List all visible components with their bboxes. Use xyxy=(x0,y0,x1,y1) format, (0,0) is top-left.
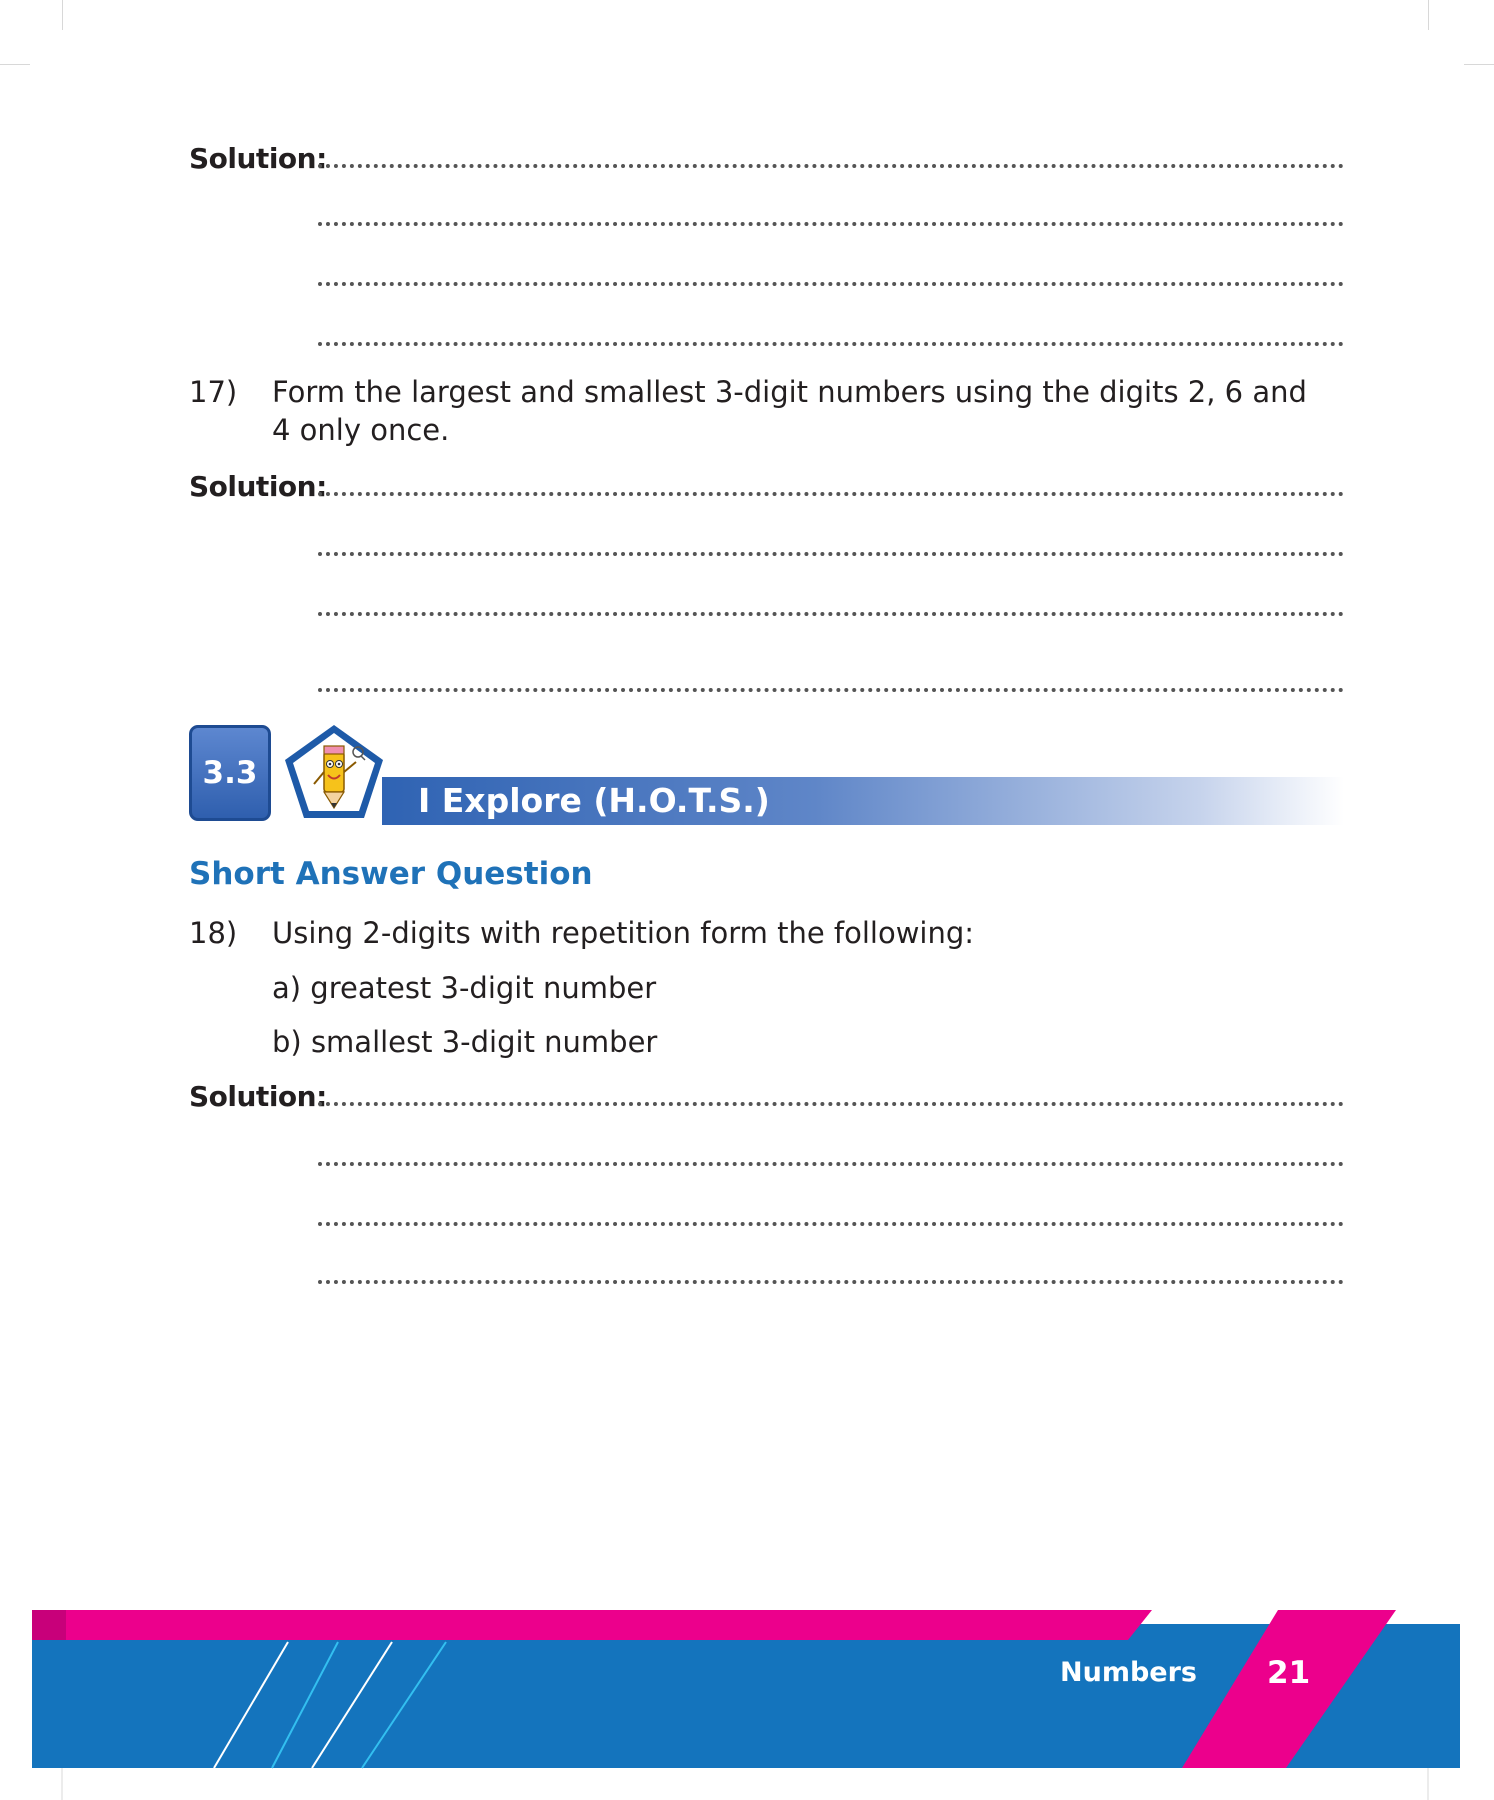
crop-mark xyxy=(1428,0,1429,30)
question-text: Form the largest and smallest 3-digit numbers using the digits 2, 6 and 4 only once. xyxy=(272,375,1307,447)
section-heading: Short Answer Question xyxy=(189,856,593,892)
crop-mark xyxy=(0,64,30,65)
solution-label: Solution: xyxy=(189,470,327,503)
answer-line xyxy=(318,688,1344,692)
page-number: 21 xyxy=(1267,1655,1311,1691)
footer-banner xyxy=(0,1600,1494,1800)
question-number: 18) xyxy=(189,916,238,950)
question-part-a: a) greatest 3-digit number xyxy=(272,971,657,1005)
section-number-badge: 3.3 xyxy=(189,725,271,821)
answer-line xyxy=(318,1162,1344,1166)
question-text: Using 2-digits with repetition form the following: xyxy=(272,916,975,950)
solution-label: Solution: xyxy=(189,1080,327,1113)
answer-line xyxy=(318,492,1344,496)
answer-line xyxy=(318,1102,1344,1106)
answer-line xyxy=(318,222,1344,226)
question-part-b: b) smallest 3-digit number xyxy=(272,1025,658,1059)
solution-label: Solution: xyxy=(189,142,327,175)
crop-mark xyxy=(62,0,63,30)
crop-mark xyxy=(1464,64,1494,65)
section-title: I Explore (H.O.T.S.) xyxy=(418,781,770,820)
answer-line xyxy=(318,1222,1344,1226)
question-number: 17) xyxy=(189,375,238,409)
answer-line xyxy=(318,552,1344,556)
answer-line xyxy=(318,1280,1344,1284)
answer-line xyxy=(318,282,1344,286)
answer-line xyxy=(318,164,1344,168)
pencil-mascot-icon xyxy=(282,722,386,822)
answer-line xyxy=(318,342,1344,346)
chapter-title: Numbers xyxy=(1060,1657,1197,1688)
answer-line xyxy=(318,612,1344,616)
